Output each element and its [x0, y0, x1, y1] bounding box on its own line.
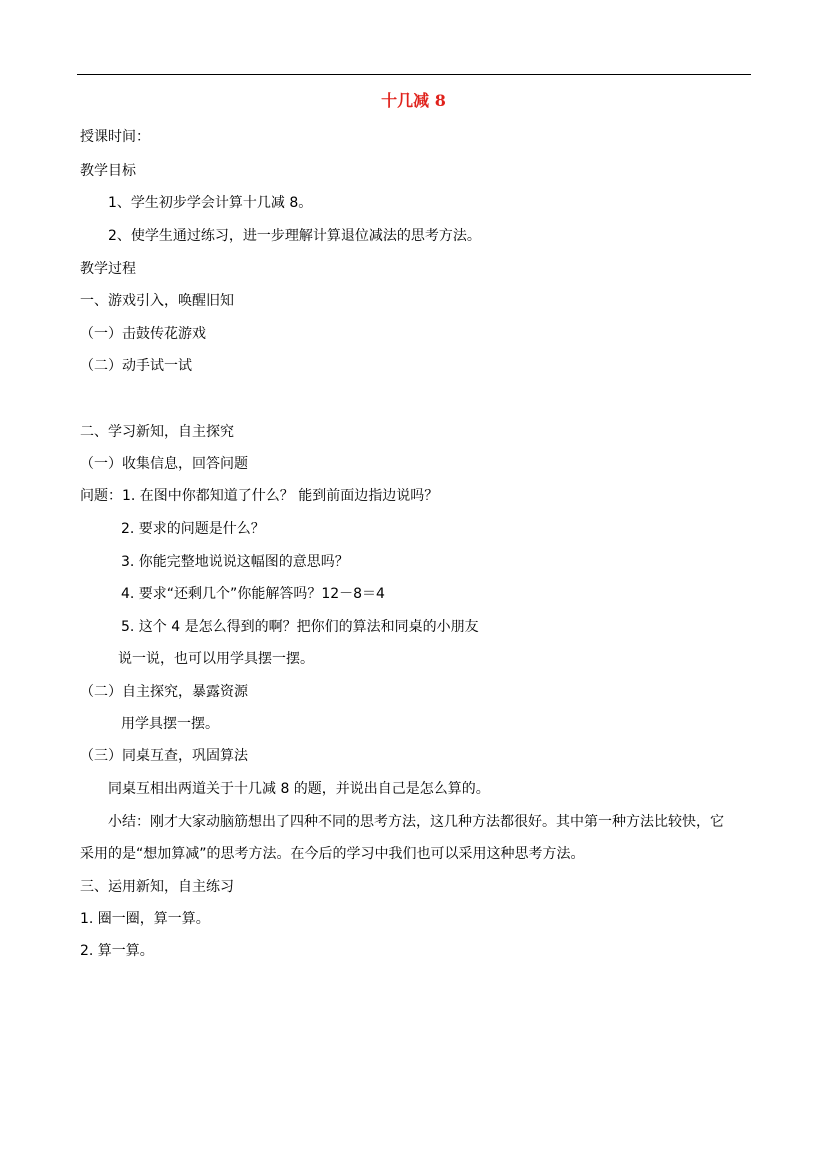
header-rule	[77, 74, 751, 75]
question-1: 问题：1. 在图中你都知道了什么？ 能到前面边指边说吗？	[80, 488, 439, 504]
part-2-sub-1: （一）收集信息，回答问题	[80, 456, 248, 472]
part-2-sub-2: （二）自主探究，暴露资源	[80, 684, 248, 700]
document-title: 十几减 8	[381, 91, 446, 110]
summary-line-2: 采用的是“想加算减”的思考方法。在今后的学习中我们也可以采用这种思考方法。	[80, 846, 585, 862]
exercise-2: 2. 算一算。	[80, 943, 154, 959]
question-5: 5. 这个 4 是怎么得到的啊？把你们的算法和同桌的小朋友	[121, 619, 479, 635]
part-2-heading: 二、学习新知，自主探究	[80, 424, 234, 440]
question-5-continued: 说一说，也可以用学具摆一摆。	[118, 651, 314, 667]
part-3-heading: 三、运用新知，自主练习	[80, 879, 234, 895]
part-1-sub-1: （一）击鼓传花游戏	[80, 326, 206, 342]
exercise-1: 1. 圈一圈，算一算。	[80, 911, 210, 927]
part-2-sub-3-text: 同桌互相出两道关于十几减 8 的题，并说出自己是怎么算的。	[108, 781, 490, 797]
part-2-sub-2-text: 用学具摆一摆。	[121, 716, 219, 732]
goal-item-1: 1、学生初步学会计算十几减 8。	[108, 195, 313, 211]
part-1-sub-2: （二）动手试一试	[80, 358, 192, 374]
question-3: 3. 你能完整地说说这幅图的意思吗？	[121, 554, 349, 570]
section-heading-process: 教学过程	[80, 261, 136, 277]
part-1-heading: 一、游戏引入，唤醒旧知	[80, 293, 234, 309]
goal-item-2: 2、使学生通过练习，进一步理解计算退位减法的思考方法。	[108, 228, 481, 244]
part-2-sub-3: （三）同桌互查，巩固算法	[80, 748, 248, 764]
summary-line-1: 小结：刚才大家动脑筋想出了四种不同的思考方法，这几种方法都很好。其中第一种方法比较快，它	[108, 814, 724, 830]
question-2: 2. 要求的问题是什么？	[121, 521, 265, 537]
section-heading-goals: 教学目标	[80, 163, 136, 179]
lesson-time-label: 授课时间：	[80, 129, 150, 145]
question-4: 4. 要求“还剩几个”你能解答吗？12－8＝4	[121, 586, 385, 602]
